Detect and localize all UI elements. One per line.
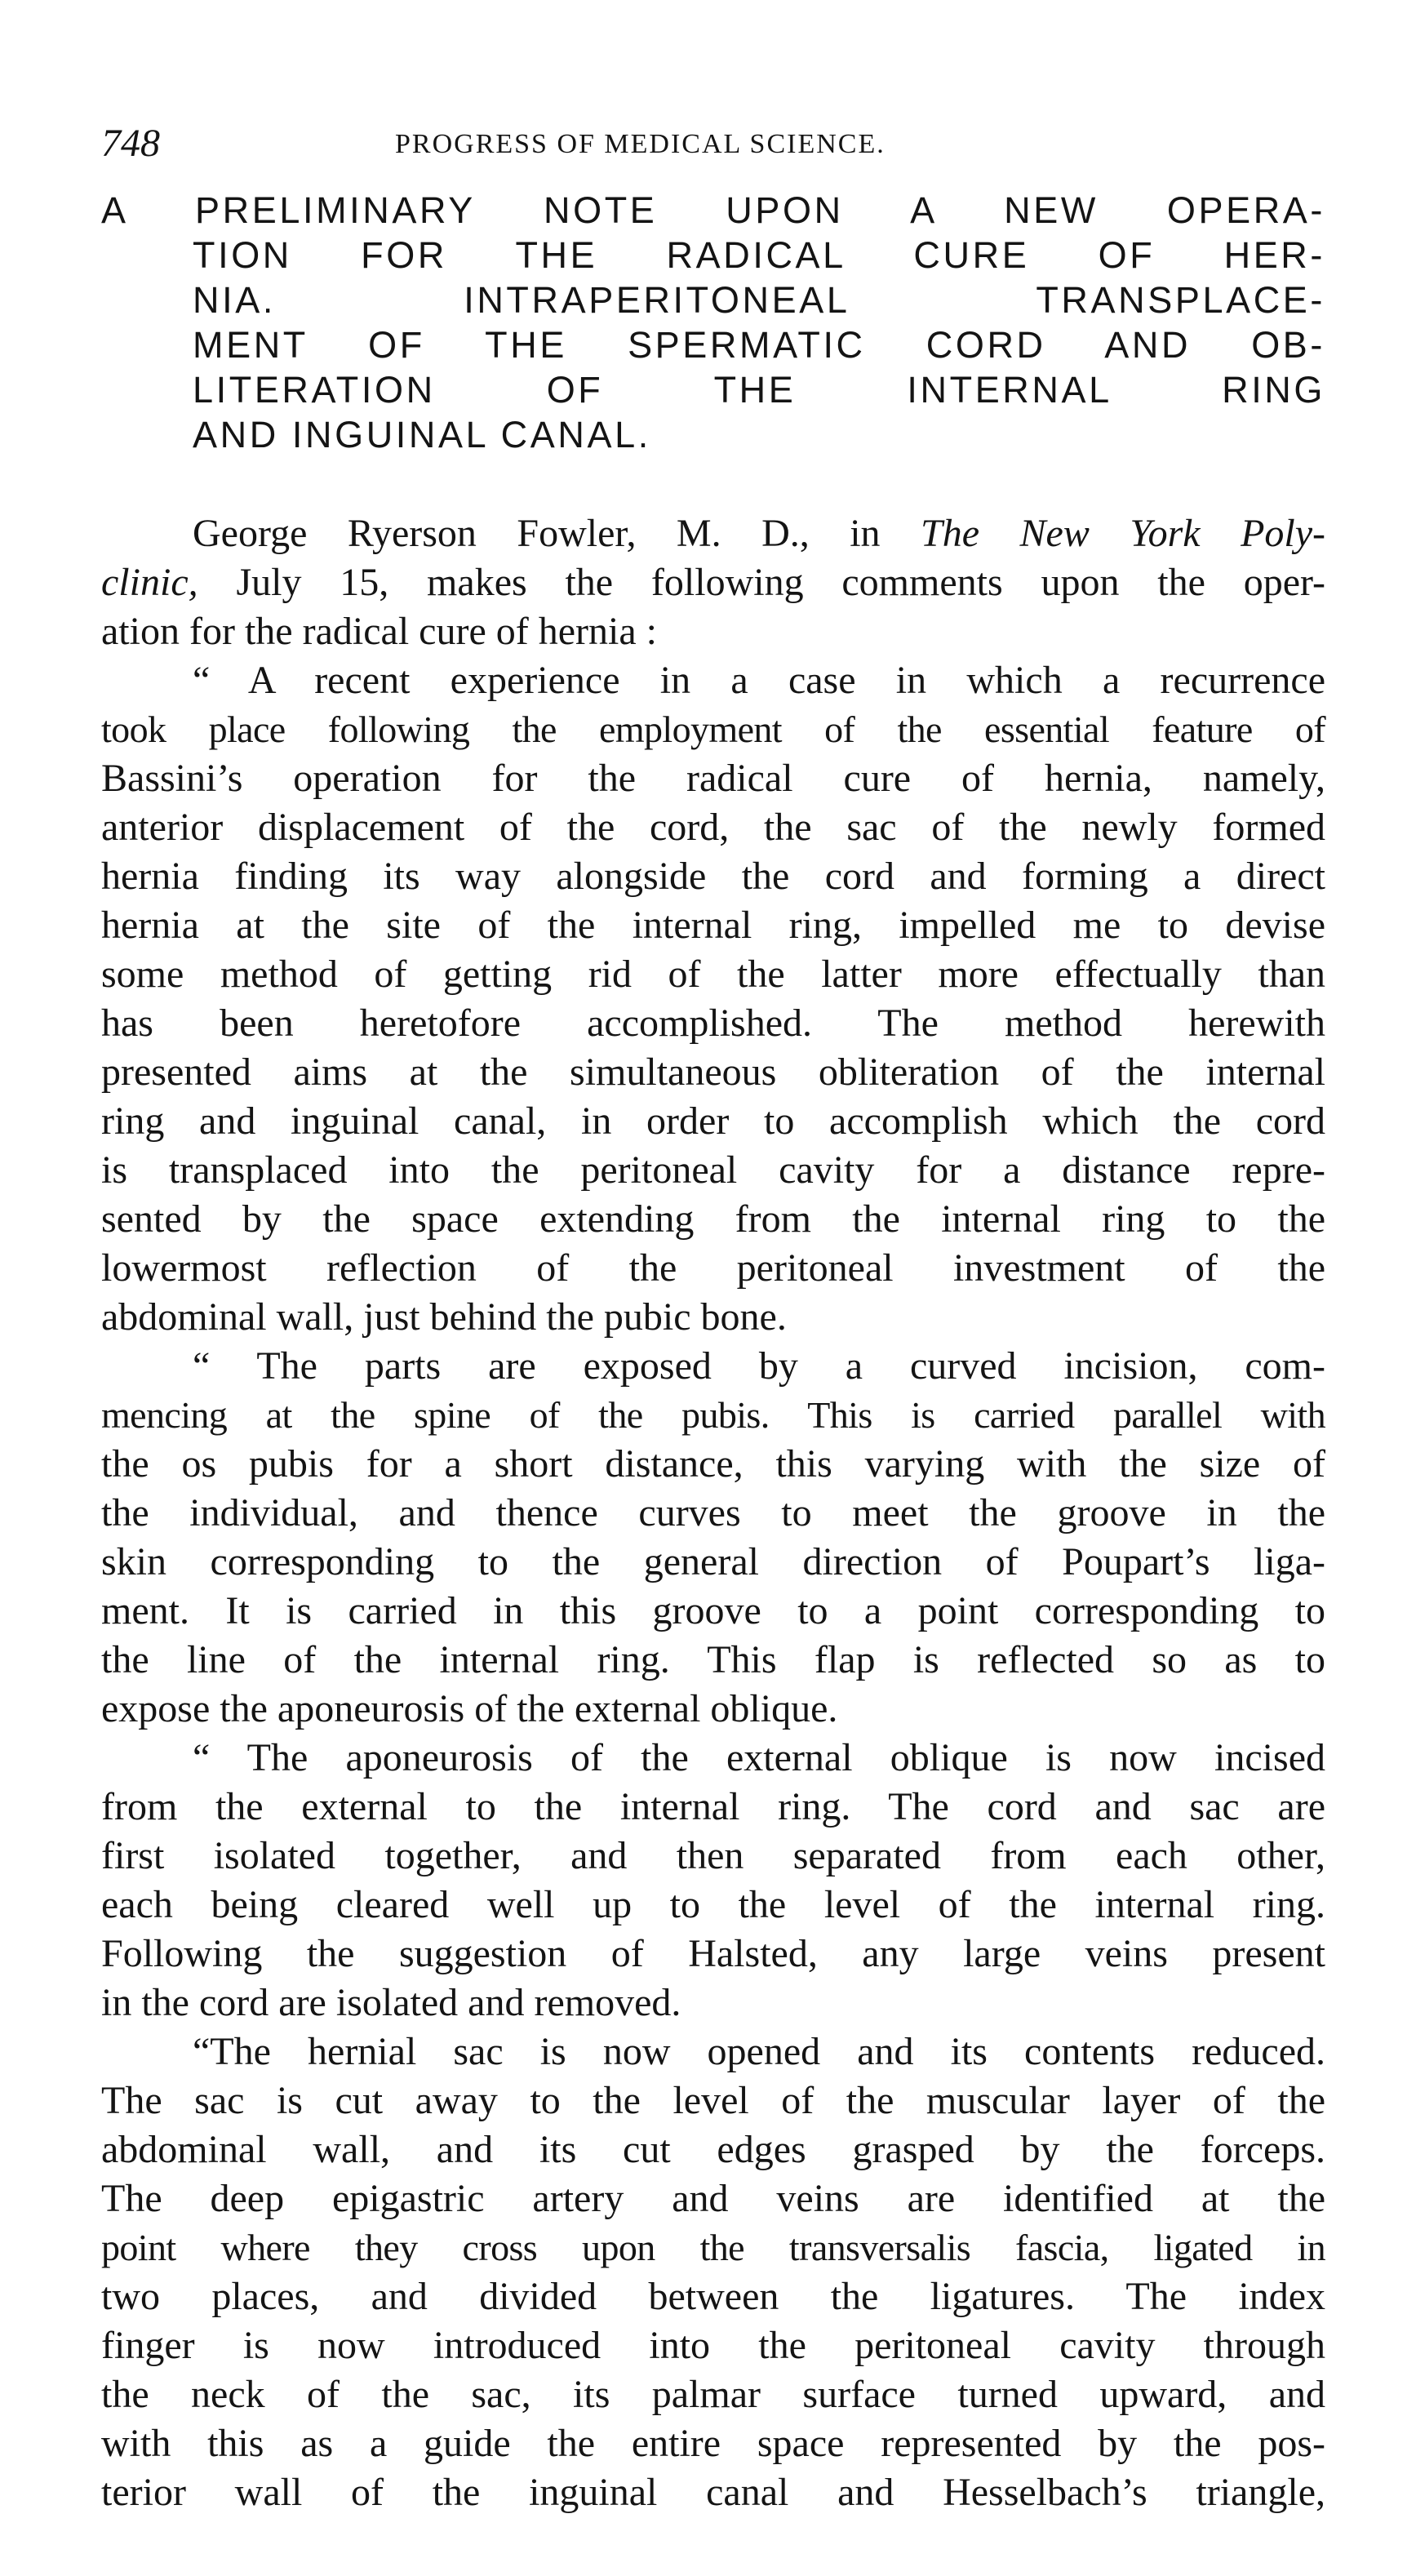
heading-line: NIA. INTRAPERITONEAL TRANSPLACE- bbox=[193, 279, 1325, 321]
journal-title-part: clinic, bbox=[101, 561, 198, 604]
body-line: the individual, and thence curves to meet the groove in the bbox=[101, 1491, 1325, 1534]
intro-line bbox=[101, 558, 1325, 607]
intro-author-text: George Ryerson Fowler, M. D., in bbox=[193, 512, 881, 555]
body-line: hernia finding its way alongside the cord and forming a direct bbox=[101, 855, 1325, 898]
body-line: is transplaced into the peritoneal cavity for a distance repre- bbox=[101, 1148, 1325, 1192]
body-line: skin corresponding to the general direction of Poupart’s liga- bbox=[101, 1540, 1325, 1583]
body-line: sented by the space extending from the internal ring to the bbox=[101, 1197, 1325, 1241]
body-line: Following the suggestion of Halsted, any large veins present bbox=[101, 1932, 1325, 1975]
body-line: “ The aponeurosis of the external oblique is now incised bbox=[193, 1736, 1325, 1779]
heading-line: LITERATION OF THE INTERNAL RING bbox=[193, 369, 1325, 411]
body-line: “The hernial sac is now opened and its contents reduced. bbox=[193, 2030, 1325, 2073]
article-body bbox=[101, 509, 1325, 2517]
body-line: two places, and divided between the ligatures. The index bbox=[101, 2275, 1325, 2318]
body-line: presented aims at the simultaneous obliteration of the internal bbox=[101, 1050, 1325, 1094]
body-line: The deep epigastric artery and veins are identified at the bbox=[101, 2177, 1325, 2220]
body-line: in the cord are isolated and removed. bbox=[101, 1981, 681, 2024]
heading-line: MENT OF THE SPERMATIC CORD AND OB- bbox=[193, 324, 1325, 366]
body-line: some method of getting rid of the latter more effectually than bbox=[101, 953, 1325, 996]
body-line: has been heretofore accomplished. The method herewith bbox=[101, 1002, 1325, 1045]
body-line: the neck of the sac, its palmar surface turned upward, and bbox=[101, 2373, 1325, 2416]
intro-date-text: July 15, makes the following comments upon the oper- bbox=[236, 561, 1326, 604]
body-line: Bassini’s operation for the radical cure of hernia, namely, bbox=[101, 757, 1325, 800]
body-line: abdominal wall, just behind the pubic bone. bbox=[101, 1295, 787, 1339]
journal-title-part: The New York Poly- bbox=[921, 512, 1326, 555]
intro-line bbox=[101, 509, 1325, 558]
heading-line: AND INGUINAL CANAL. bbox=[193, 414, 651, 455]
body-line: “ The parts are exposed by a curved incision, com- bbox=[193, 1344, 1325, 1388]
body-line: each being cleared well up to the level of the internal ring. bbox=[101, 1883, 1325, 1926]
body-line: “ A recent experience in a case in which a recurrence bbox=[193, 659, 1325, 702]
running-title: PROGRESS OF MEDICAL SCIENCE. bbox=[395, 129, 886, 159]
body-line: first isolated together, and then separated from each other, bbox=[101, 1834, 1325, 1877]
body-line: with this as a guide the entire space represented by the pos- bbox=[101, 2422, 1325, 2465]
body-line: anterior displacement of the cord, the sac of the newly formed bbox=[101, 806, 1325, 849]
heading-line: A PRELIMINARY NOTE UPON A NEW OPERA- bbox=[101, 189, 1325, 231]
article-heading bbox=[101, 188, 1325, 457]
running-head bbox=[101, 119, 1325, 168]
body-line: mencing at the spine of the pubis. This is carried parallel with bbox=[101, 1394, 1325, 1436]
body-line: expose the aponeurosis of the external oblique. bbox=[101, 1687, 838, 1730]
body-line: finger is now introduced into the peritoneal cavity through bbox=[101, 2324, 1325, 2367]
body-line: ment. It is carried in this groove to a point corresponding to bbox=[101, 1589, 1325, 1632]
heading-line: TION FOR THE RADICAL CURE OF HER- bbox=[193, 234, 1325, 276]
body-line: hernia at the site of the internal ring, impelled me to devise bbox=[101, 904, 1325, 947]
body-line: abdominal wall, and its cut edges grasped by the forceps. bbox=[101, 2128, 1325, 2171]
body-line: the line of the internal ring. This flap is reflected so as to bbox=[101, 1638, 1325, 1681]
page-number: 748 bbox=[101, 122, 160, 165]
body-line: terior wall of the inguinal canal and Hesselbach’s triangle, bbox=[101, 2471, 1325, 2514]
body-line: ring and inguinal canal, in order to accomplish which the cord bbox=[101, 1099, 1325, 1143]
intro-line: ation for the radical cure of hernia : bbox=[101, 610, 657, 653]
body-line: took place following the employment of the essential feature of bbox=[101, 708, 1325, 750]
body-line: The sac is cut away to the level of the muscular layer of the bbox=[101, 2079, 1325, 2122]
body-line: from the external to the internal ring. The cord and sac are bbox=[101, 1785, 1325, 1828]
body-line: the os pubis for a short distance, this varying with the size of bbox=[101, 1442, 1325, 1486]
body-line: lowermost reflection of the peritoneal investment of the bbox=[101, 1246, 1325, 1290]
body-line: point where they cross upon the transversalis fascia, ligated in bbox=[101, 2227, 1325, 2268]
